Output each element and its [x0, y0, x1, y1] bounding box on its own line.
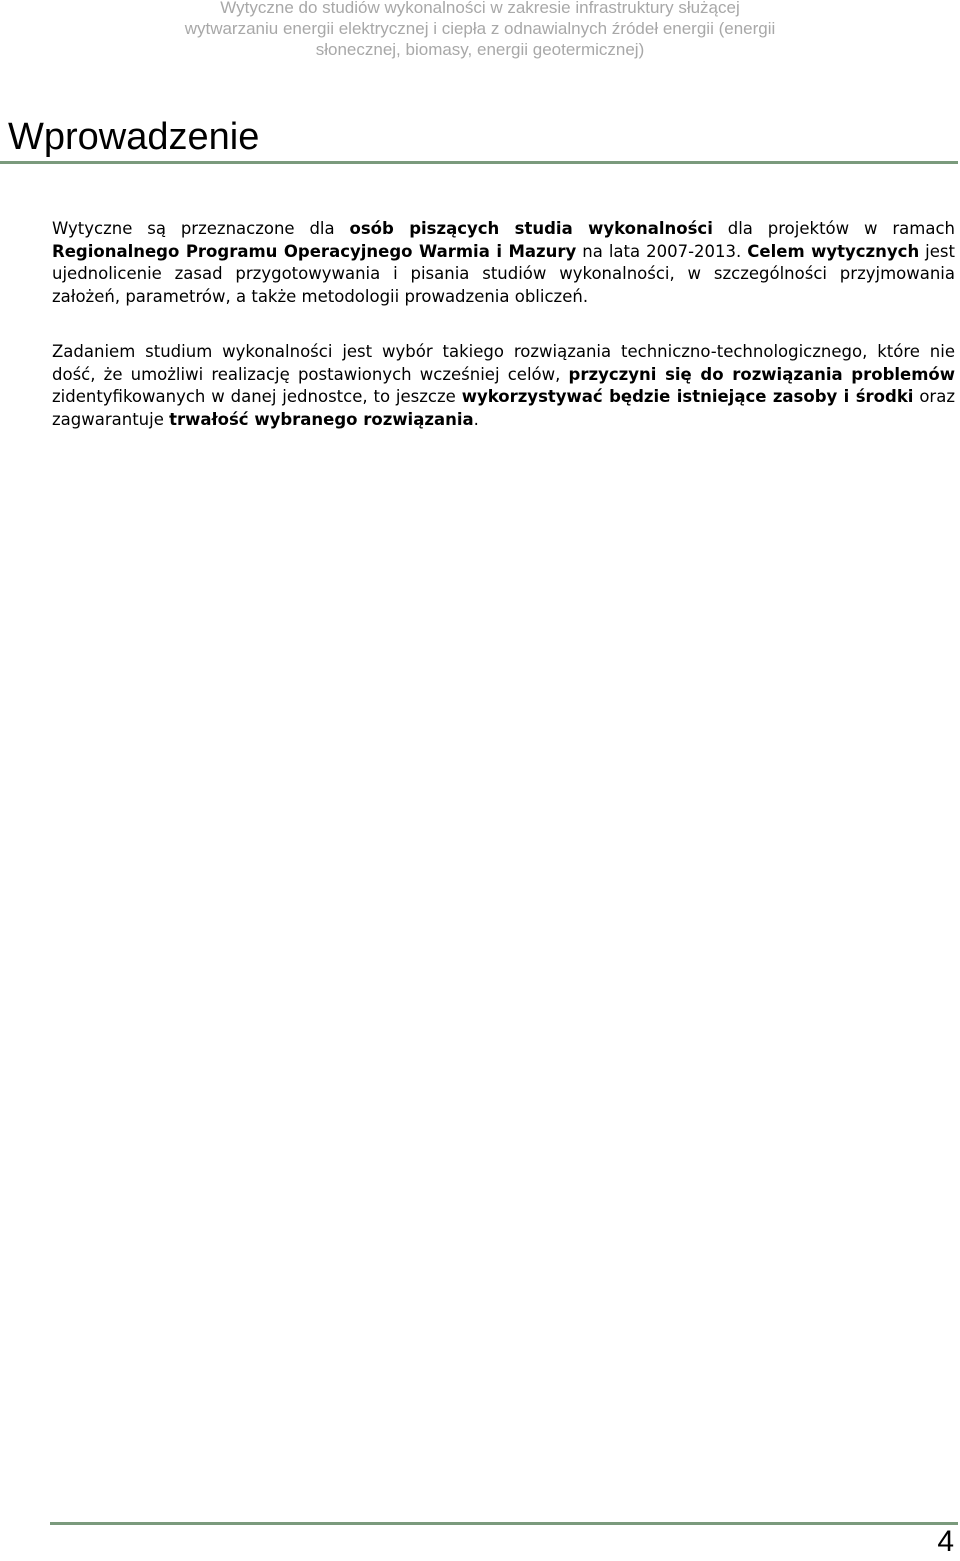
intro-paragraph — [52, 218, 955, 308]
paragraph-text: Zadaniem studium wykonalności jest wybór takiego rozwiązania techniczno-technologicznego, które nie dość, że umożliwi realizację postawionych wcześniej celów, — [52, 342, 955, 384]
page-number: 4 — [937, 1525, 954, 1558]
emphasis-text: Celem wytycznych — [747, 241, 920, 261]
title-divider — [0, 161, 958, 164]
running-header-line-2: wytwarzaniu energii elektrycznej i ciepła z odnawialnych źródeł energii (energii — [184, 19, 776, 38]
chapter-title: Wprowadzenie — [8, 116, 260, 158]
running-header-line-3: słonecznej, biomasy, energii geotermicznej) — [315, 40, 645, 59]
paragraph-text: zidentyfikowanych w danej jednostce, to jeszcze — [52, 387, 462, 406]
paragraph-text: jest ujednolicenie zasad przygotowywania i pisania studiów wykonalności, w szczególności przyjmowania założeń, parametrów, a także metodologii prowadzenia obliczeń. — [52, 241, 955, 306]
purpose-paragraph — [52, 341, 955, 431]
paragraph-text: oraz zagwarantuje — [52, 387, 955, 429]
emphasis-text: przyczyni się do rozwiązania problemów — [568, 364, 955, 384]
paragraph-text: dla projektów w ramach — [712, 219, 955, 238]
footer-divider — [50, 1522, 958, 1525]
paragraph-text: Wytyczne są przeznaczone dla — [52, 219, 350, 238]
paragraph-text: . — [473, 409, 479, 429]
emphasis-text: trwałość wybranego rozwiązania — [169, 409, 474, 429]
running-header — [0, 0, 960, 60]
running-header-line-1: Wytyczne do studiów wykonalności w zakresie infrastruktury służącej — [220, 0, 740, 17]
emphasis-text: Regionalnego Programu Operacyjnego Warmia i Mazury — [52, 241, 577, 261]
emphasis-text: osób piszących studia wykonalności — [349, 219, 713, 238]
emphasis-text: wykorzystywać będzie istniejące zasoby i środki — [461, 387, 914, 406]
paragraph-text: na lata 2007-2013. — [576, 241, 748, 261]
